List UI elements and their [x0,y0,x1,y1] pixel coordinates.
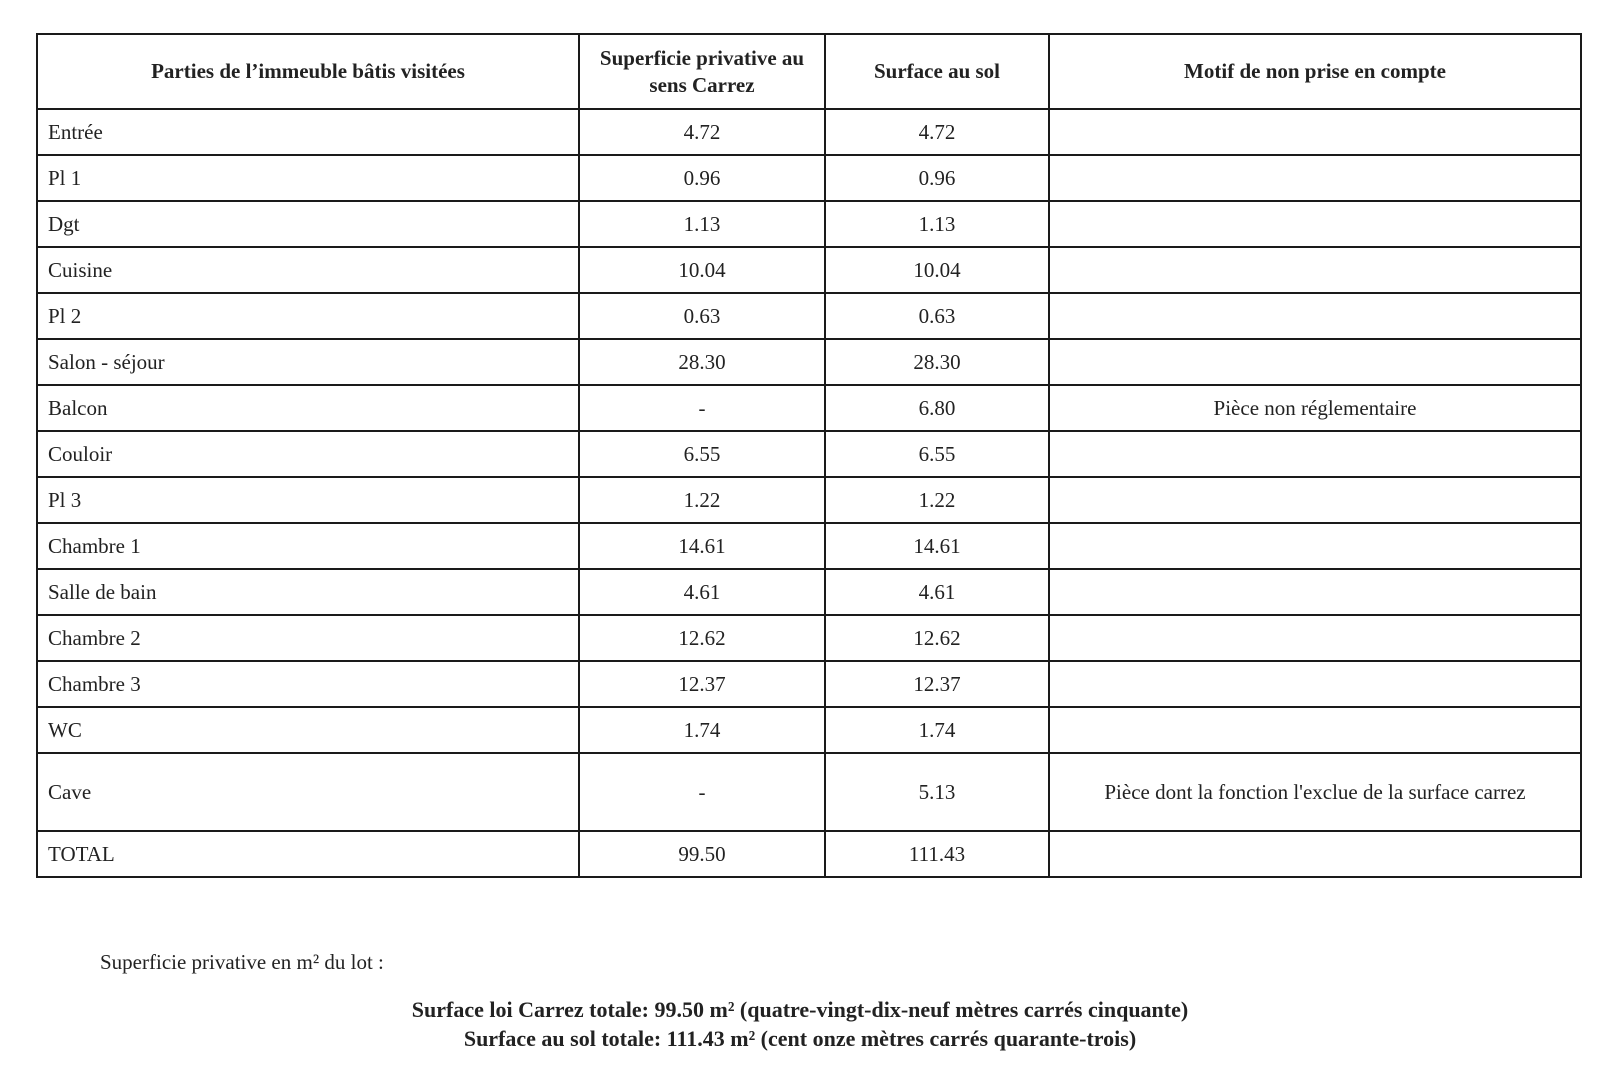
header-carrez: Superficie privative au sens Carrez [579,34,825,109]
cell-floor: 4.61 [825,569,1049,615]
cell-reason [1049,201,1581,247]
table-row [37,431,1581,477]
total-carrez: 99.50 [579,831,825,877]
cell-room: Dgt [37,201,579,247]
header-reason: Motif de non prise en compte [1049,34,1581,109]
cell-carrez: 0.63 [579,293,825,339]
table-row [37,339,1581,385]
table-total-row [37,831,1581,877]
cell-reason [1049,155,1581,201]
table-row [37,247,1581,293]
cell-reason [1049,339,1581,385]
cell-room: Chambre 3 [37,661,579,707]
cell-floor: 12.62 [825,615,1049,661]
table-row [37,293,1581,339]
table-row [37,155,1581,201]
cell-floor: 0.63 [825,293,1049,339]
table-row [37,385,1581,431]
cell-carrez: 1.22 [579,477,825,523]
cell-carrez: 12.37 [579,661,825,707]
cell-room: Cuisine [37,247,579,293]
cell-reason: Pièce dont la fonction l'exclue de la surface carrez [1049,753,1581,831]
cell-floor: 10.04 [825,247,1049,293]
cell-carrez: 1.13 [579,201,825,247]
cell-floor: 0.96 [825,155,1049,201]
cell-floor: 1.22 [825,477,1049,523]
cell-room: Salon - séjour [37,339,579,385]
cell-room: Pl 3 [37,477,579,523]
cell-reason [1049,431,1581,477]
cell-carrez: 1.74 [579,707,825,753]
cell-reason [1049,707,1581,753]
cell-carrez: 4.72 [579,109,825,155]
carrez-total-line: Surface loi Carrez totale: 99.50 m² (quatre-vingt-dix-neuf mètres carrés cinquante) [411,997,1189,1022]
cell-reason [1049,109,1581,155]
cell-reason [1049,615,1581,661]
table-header-row [37,34,1581,109]
cell-room: Balcon [37,385,579,431]
cell-room: Chambre 2 [37,615,579,661]
cell-carrez: 4.61 [579,569,825,615]
table-row [37,661,1581,707]
total-floor: 111.43 [825,831,1049,877]
floor-total-line: Surface au sol totale: 111.43 m² (cent onze mètres carrés quarante-trois) [463,1026,1137,1051]
cell-floor: 28.30 [825,339,1049,385]
cell-floor: 6.55 [825,431,1049,477]
header-floor: Surface au sol [825,34,1049,109]
cell-floor: 1.74 [825,707,1049,753]
cell-carrez: 0.96 [579,155,825,201]
surface-table-container [36,33,1580,878]
cell-room: Salle de bain [37,569,579,615]
table-row [37,201,1581,247]
cell-room: Pl 1 [37,155,579,201]
cell-room: Entrée [37,109,579,155]
cell-room: WC [37,707,579,753]
cell-floor: 4.72 [825,109,1049,155]
cell-carrez: 12.62 [579,615,825,661]
cell-carrez: 10.04 [579,247,825,293]
table-row [37,615,1581,661]
cell-carrez: 6.55 [579,431,825,477]
cell-room: Pl 2 [37,293,579,339]
cell-floor: 1.13 [825,201,1049,247]
surface-table [36,33,1582,878]
table-row [37,109,1581,155]
surface-totals [0,995,1600,1053]
table-row [37,477,1581,523]
lot-surface-label: Superficie privative en m² du lot : [100,950,384,974]
table-row [37,569,1581,615]
cell-floor: 6.80 [825,385,1049,431]
cell-reason [1049,569,1581,615]
cell-floor: 5.13 [825,753,1049,831]
table-row [37,753,1581,831]
total-reason [1049,831,1581,877]
cell-carrez: 14.61 [579,523,825,569]
cell-carrez: - [579,753,825,831]
cell-floor: 14.61 [825,523,1049,569]
cell-carrez: 28.30 [579,339,825,385]
cell-reason [1049,477,1581,523]
cell-carrez: - [579,385,825,431]
cell-reason [1049,661,1581,707]
cell-reason [1049,523,1581,569]
cell-room: Chambre 1 [37,523,579,569]
total-label: TOTAL [37,831,579,877]
cell-reason [1049,293,1581,339]
cell-reason [1049,247,1581,293]
table-row [37,523,1581,569]
cell-room: Couloir [37,431,579,477]
header-room: Parties de l’immeuble bâtis visitées [37,34,579,109]
table-row [37,707,1581,753]
cell-room: Cave [37,753,579,831]
cell-reason: Pièce non réglementaire [1049,385,1581,431]
cell-floor: 12.37 [825,661,1049,707]
